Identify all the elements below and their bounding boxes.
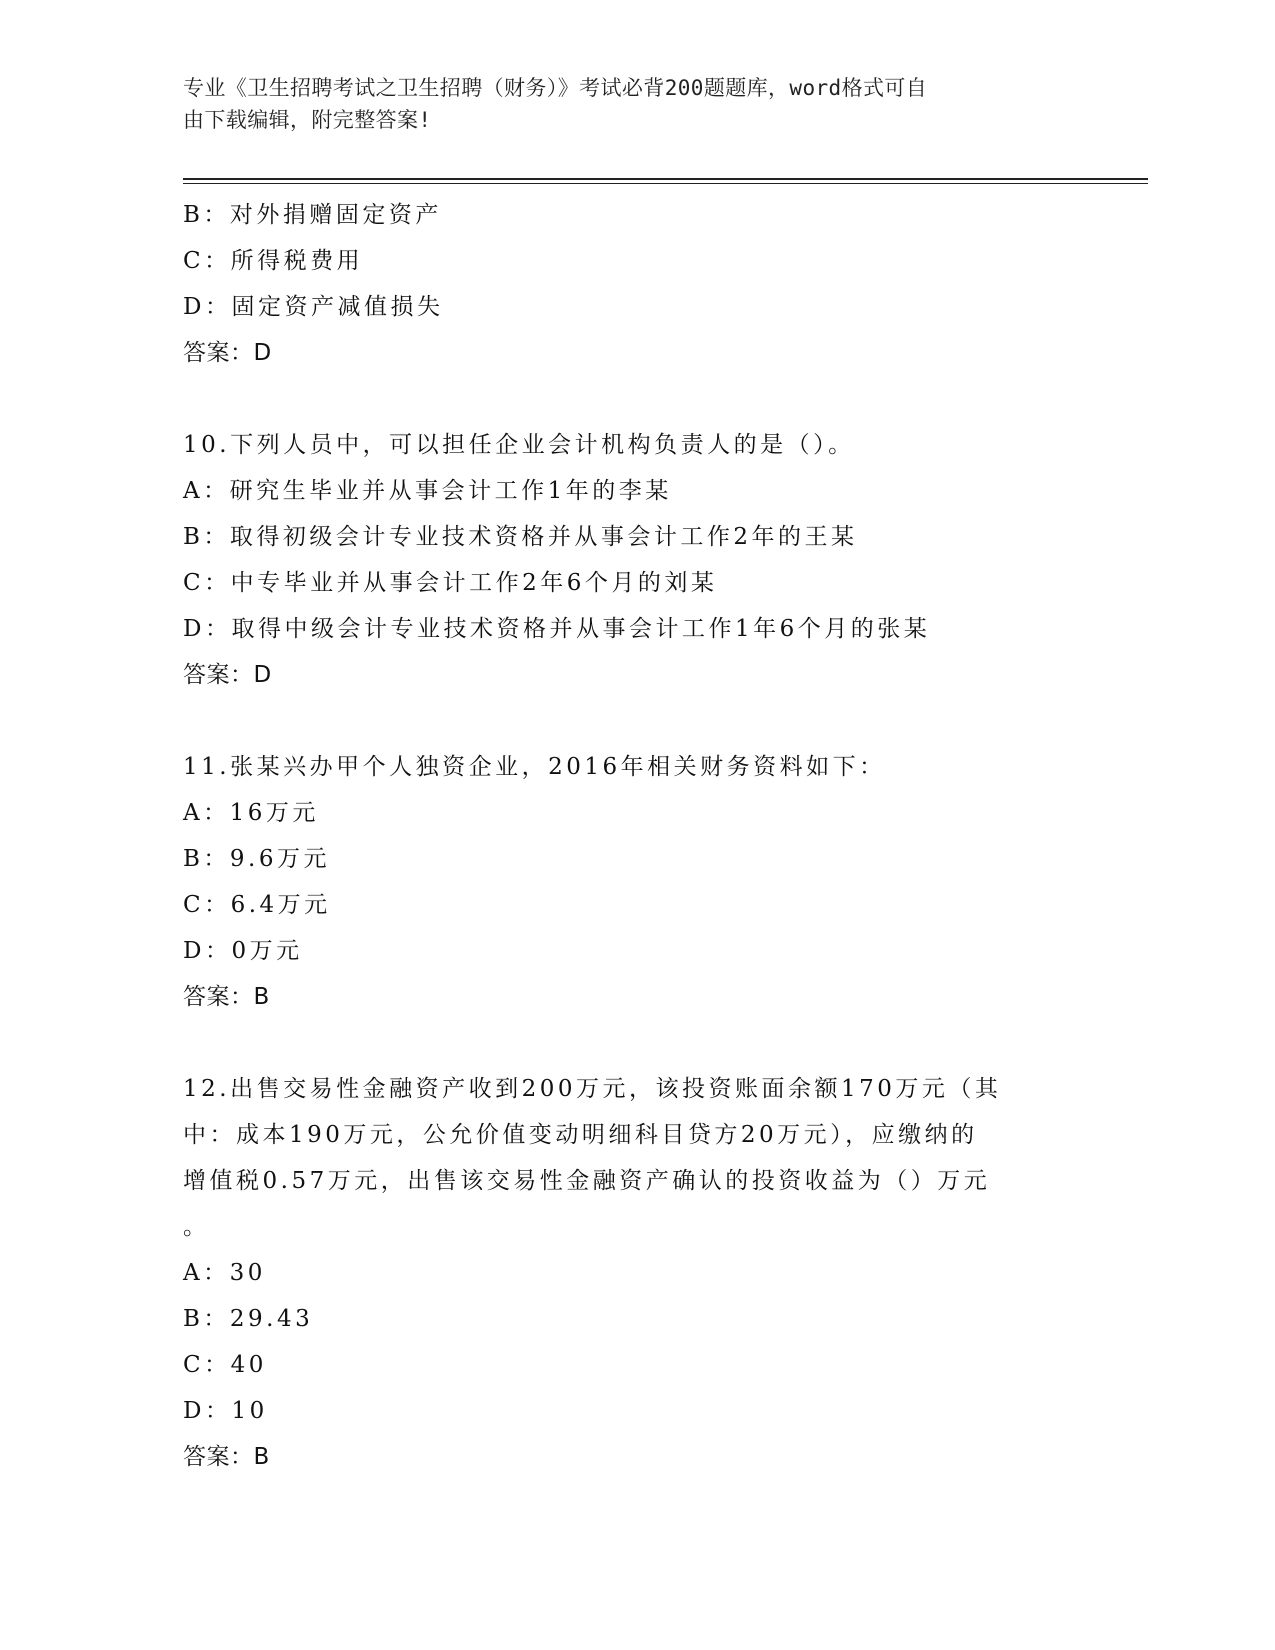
option-d: D：取得中级会计专业技术资格并从事会计工作1年6个月的张某	[183, 616, 931, 642]
question-text-line-1: 12.出售交易性金融资产收到200万元，该投资账面余额170万元（其	[183, 1076, 1002, 1102]
document-header	[183, 72, 1063, 136]
question-text: 11.张某兴办甲个人独资企业，2016年相关财务资料如下：	[183, 754, 886, 780]
option-d: D：固定资产减值损失	[183, 294, 444, 320]
question-text-line-2: 中：成本190万元，公允价值变动明细科目贷方20万元），应缴纳的	[183, 1122, 978, 1148]
option-d: D：0万元	[183, 938, 303, 964]
option-c: C：6.4万元	[183, 892, 331, 918]
option-a: A：研究生毕业并从事会计工作1年的李某	[183, 478, 672, 504]
spacer	[183, 376, 1083, 422]
header-divider	[183, 178, 1148, 180]
question-text: 10.下列人员中，可以担任企业会计机构负责人的是（）。	[183, 432, 855, 458]
answer-line: 答案：D	[183, 340, 272, 366]
answer-line: 答案：B	[183, 984, 270, 1010]
option-b: B：9.6万元	[183, 846, 330, 872]
question-12	[183, 1066, 1083, 1480]
question-10	[183, 422, 1083, 698]
option-a: A：30	[183, 1260, 266, 1286]
question-text-line-3: 增值税0.57万元，出售该交易性金融资产确认的投资收益为（）万元	[183, 1168, 991, 1194]
header-line-1: 专业《卫生招聘考试之卫生招聘（财务）》考试必背200题题库，word格式可自	[183, 76, 928, 100]
answer-line: 答案：D	[183, 662, 272, 688]
answer-line: 答案：B	[183, 1444, 270, 1470]
question-9	[183, 192, 1083, 376]
option-c: C：中专毕业并从事会计工作2年6个月的刘某	[183, 570, 718, 596]
header-divider-thin	[183, 183, 1148, 184]
option-b: B：29.43	[183, 1306, 314, 1332]
option-d: D：10	[183, 1398, 268, 1424]
question-11	[183, 744, 1083, 1020]
spacer	[183, 1020, 1083, 1066]
spacer	[183, 698, 1083, 744]
header-line-2: 由下载编辑，附完整答案!	[183, 108, 432, 132]
option-b: B：取得初级会计专业技术资格并从事会计工作2年的王某	[183, 524, 858, 550]
option-a: A：16万元	[183, 800, 319, 826]
option-c: C：所得税费用	[183, 248, 364, 274]
document-body	[183, 192, 1083, 1480]
option-c: C：40	[183, 1352, 267, 1378]
question-text-line-4: 。	[183, 1214, 210, 1240]
option-b: B：对外捐赠固定资产	[183, 202, 442, 228]
